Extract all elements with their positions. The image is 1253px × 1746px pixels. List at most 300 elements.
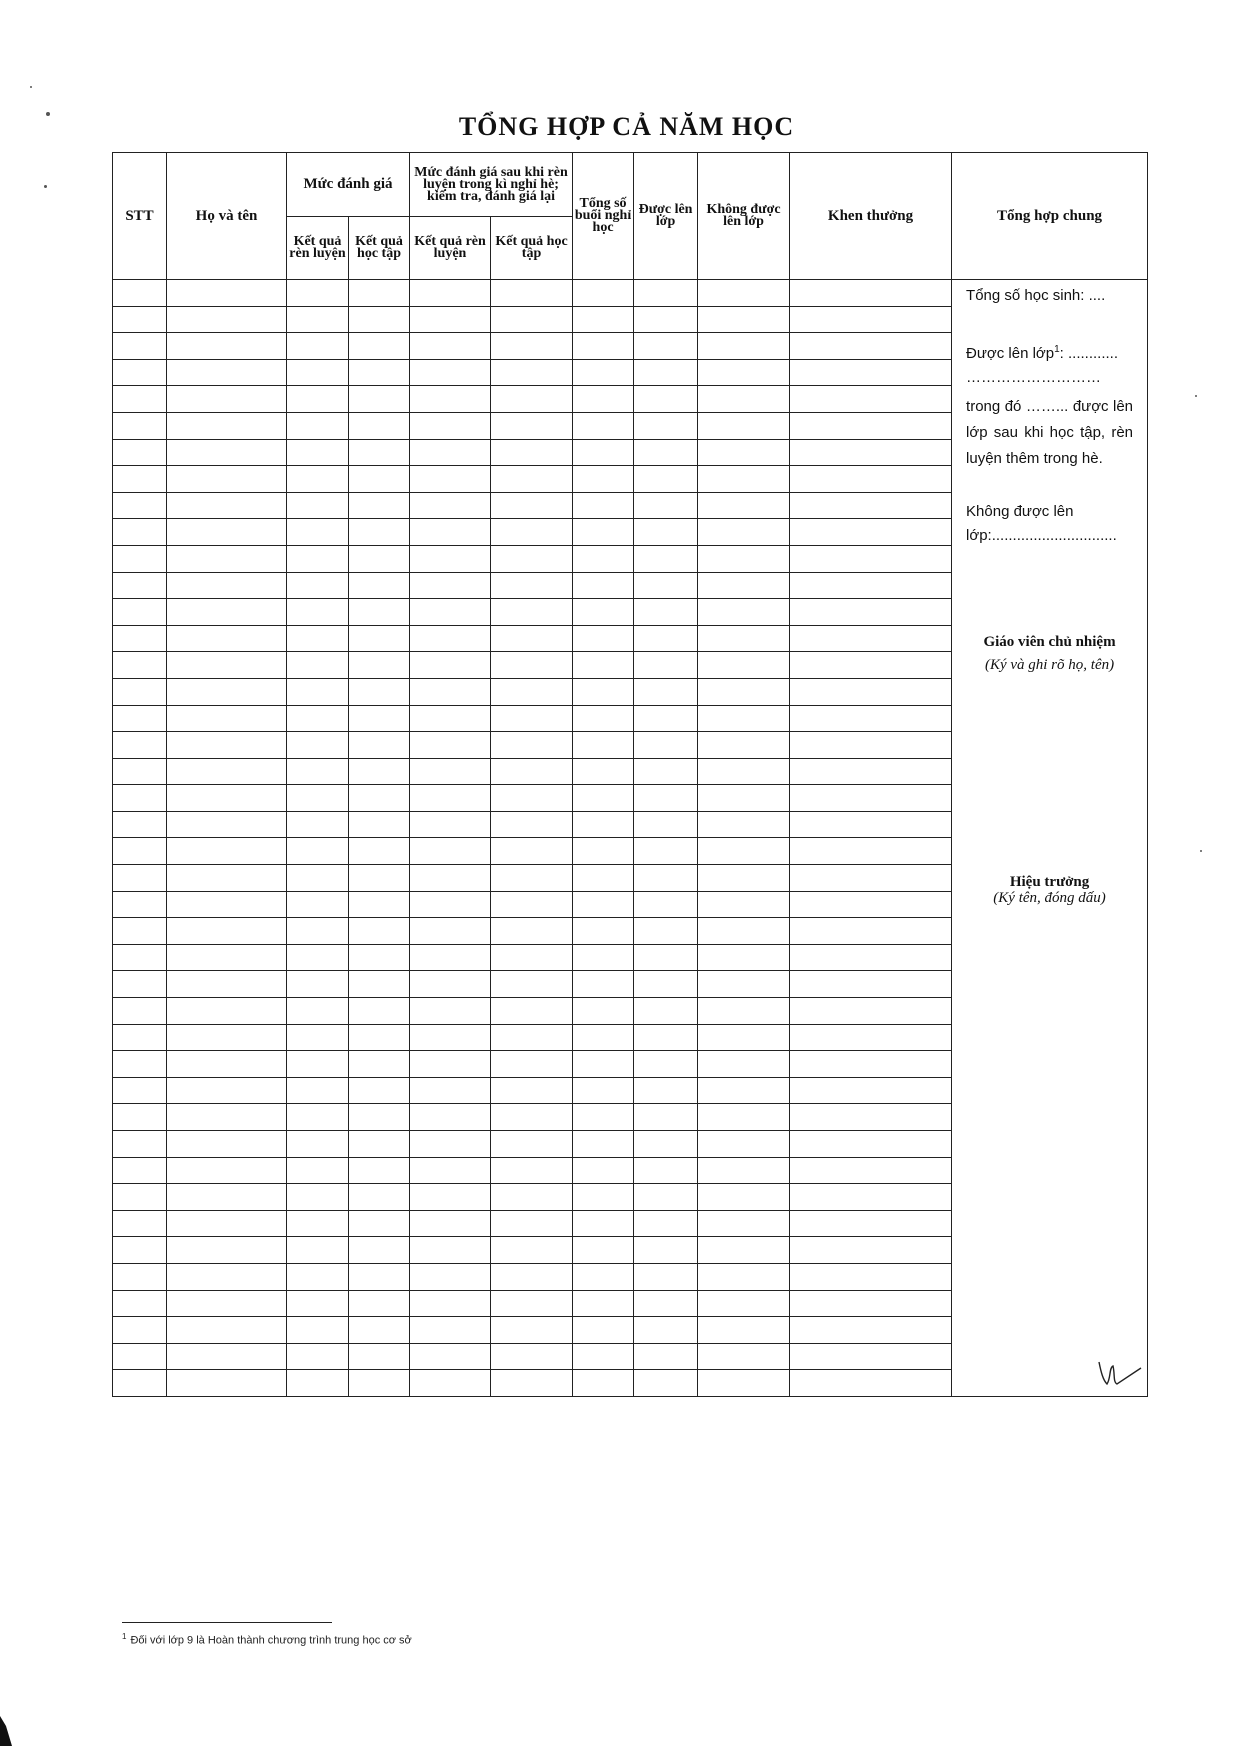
table-cell[interactable] (410, 705, 491, 732)
table-cell[interactable] (491, 785, 573, 812)
table-cell[interactable] (113, 519, 167, 546)
table-cell[interactable] (573, 1210, 634, 1237)
table-cell[interactable] (410, 998, 491, 1025)
table-cell[interactable] (167, 1343, 287, 1370)
table-cell[interactable] (634, 359, 698, 386)
table-cell[interactable] (287, 1317, 349, 1344)
table-cell[interactable] (349, 1051, 410, 1078)
table-cell[interactable] (113, 758, 167, 785)
table-cell[interactable] (349, 1131, 410, 1158)
table-cell[interactable] (113, 1370, 167, 1397)
table-cell[interactable] (573, 333, 634, 360)
table-cell[interactable] (698, 1237, 790, 1264)
table-cell[interactable] (113, 732, 167, 759)
table-cell[interactable] (410, 971, 491, 998)
table-cell[interactable] (698, 519, 790, 546)
table-cell[interactable] (634, 1024, 698, 1051)
table-cell[interactable] (698, 1370, 790, 1397)
table-cell[interactable] (790, 306, 952, 333)
table-cell[interactable] (634, 865, 698, 892)
table-cell[interactable] (634, 1317, 698, 1344)
table-cell[interactable] (491, 1237, 573, 1264)
table-cell[interactable] (573, 838, 634, 865)
table-cell[interactable] (491, 439, 573, 466)
table-cell[interactable] (634, 1263, 698, 1290)
table-cell[interactable] (167, 705, 287, 732)
table-cell[interactable] (410, 1077, 491, 1104)
table-cell[interactable] (698, 1343, 790, 1370)
table-cell[interactable] (410, 652, 491, 679)
table-cell[interactable] (349, 1104, 410, 1131)
table-cell[interactable] (491, 572, 573, 599)
table-cell[interactable] (573, 1343, 634, 1370)
table-cell[interactable] (634, 519, 698, 546)
table-cell[interactable] (349, 306, 410, 333)
table-cell[interactable] (113, 971, 167, 998)
table-cell[interactable] (698, 838, 790, 865)
table-cell[interactable] (491, 998, 573, 1025)
table-cell[interactable] (491, 1131, 573, 1158)
table-cell[interactable] (573, 652, 634, 679)
table-cell[interactable] (790, 1343, 952, 1370)
table-cell[interactable] (698, 971, 790, 998)
table-cell[interactable] (113, 652, 167, 679)
table-cell[interactable] (287, 386, 349, 413)
table-cell[interactable] (790, 412, 952, 439)
table-cell[interactable] (790, 1131, 952, 1158)
table-cell[interactable] (790, 918, 952, 945)
table-cell[interactable] (634, 785, 698, 812)
table-cell[interactable] (349, 333, 410, 360)
table-cell[interactable] (491, 545, 573, 572)
table-cell[interactable] (167, 519, 287, 546)
table-cell[interactable] (287, 492, 349, 519)
table-cell[interactable] (167, 1157, 287, 1184)
table-cell[interactable] (410, 732, 491, 759)
table-cell[interactable] (410, 412, 491, 439)
table-cell[interactable] (790, 466, 952, 493)
table-cell[interactable] (491, 1317, 573, 1344)
table-cell[interactable] (287, 306, 349, 333)
table-cell[interactable] (287, 1237, 349, 1264)
table-cell[interactable] (349, 758, 410, 785)
table-cell[interactable] (698, 280, 790, 307)
table-cell[interactable] (634, 1290, 698, 1317)
table-cell[interactable] (790, 1290, 952, 1317)
table-cell[interactable] (491, 705, 573, 732)
table-cell[interactable] (573, 1370, 634, 1397)
table-cell[interactable] (698, 652, 790, 679)
table-cell[interactable] (113, 678, 167, 705)
table-cell[interactable] (287, 625, 349, 652)
table-cell[interactable] (573, 785, 634, 812)
table-cell[interactable] (349, 785, 410, 812)
table-cell[interactable] (287, 1051, 349, 1078)
table-cell[interactable] (287, 1210, 349, 1237)
table-cell[interactable] (790, 971, 952, 998)
table-cell[interactable] (491, 652, 573, 679)
table-cell[interactable] (349, 971, 410, 998)
table-cell[interactable] (491, 1370, 573, 1397)
table-cell[interactable] (790, 545, 952, 572)
table-cell[interactable] (287, 439, 349, 466)
table-cell[interactable] (573, 1077, 634, 1104)
table-cell[interactable] (410, 865, 491, 892)
table-cell[interactable] (491, 386, 573, 413)
table-cell[interactable] (790, 811, 952, 838)
table-cell[interactable] (698, 944, 790, 971)
table-cell[interactable] (410, 838, 491, 865)
table-cell[interactable] (410, 1024, 491, 1051)
table-cell[interactable] (634, 1184, 698, 1211)
table-cell[interactable] (634, 466, 698, 493)
table-cell[interactable] (167, 1263, 287, 1290)
table-cell[interactable] (167, 625, 287, 652)
table-cell[interactable] (634, 1104, 698, 1131)
table-cell[interactable] (113, 944, 167, 971)
table-cell[interactable] (410, 625, 491, 652)
table-cell[interactable] (287, 838, 349, 865)
table-cell[interactable] (634, 1237, 698, 1264)
table-cell[interactable] (410, 466, 491, 493)
table-cell[interactable] (349, 918, 410, 945)
table-cell[interactable] (287, 918, 349, 945)
table-cell[interactable] (349, 1024, 410, 1051)
table-cell[interactable] (634, 280, 698, 307)
table-cell[interactable] (167, 572, 287, 599)
table-cell[interactable] (790, 386, 952, 413)
table-cell[interactable] (491, 758, 573, 785)
table-cell[interactable] (573, 386, 634, 413)
table-cell[interactable] (167, 811, 287, 838)
table-cell[interactable] (573, 1051, 634, 1078)
table-cell[interactable] (790, 838, 952, 865)
table-cell[interactable] (113, 998, 167, 1025)
table-cell[interactable] (113, 1131, 167, 1158)
table-cell[interactable] (113, 1051, 167, 1078)
table-cell[interactable] (113, 386, 167, 413)
table-cell[interactable] (410, 1370, 491, 1397)
table-cell[interactable] (349, 1263, 410, 1290)
table-cell[interactable] (167, 386, 287, 413)
table-cell[interactable] (410, 891, 491, 918)
table-cell[interactable] (698, 811, 790, 838)
table-cell[interactable] (698, 492, 790, 519)
table-cell[interactable] (167, 333, 287, 360)
table-cell[interactable] (349, 1210, 410, 1237)
table-cell[interactable] (698, 545, 790, 572)
table-cell[interactable] (167, 1051, 287, 1078)
table-cell[interactable] (790, 519, 952, 546)
table-cell[interactable] (698, 1024, 790, 1051)
table-cell[interactable] (491, 333, 573, 360)
table-cell[interactable] (698, 386, 790, 413)
table-cell[interactable] (410, 386, 491, 413)
table-cell[interactable] (113, 306, 167, 333)
table-cell[interactable] (573, 918, 634, 945)
table-cell[interactable] (287, 891, 349, 918)
table-cell[interactable] (287, 758, 349, 785)
table-cell[interactable] (287, 1157, 349, 1184)
table-cell[interactable] (113, 865, 167, 892)
table-cell[interactable] (573, 306, 634, 333)
table-cell[interactable] (573, 758, 634, 785)
table-cell[interactable] (698, 1131, 790, 1158)
table-cell[interactable] (167, 1237, 287, 1264)
table-cell[interactable] (349, 466, 410, 493)
table-cell[interactable] (491, 599, 573, 626)
table-cell[interactable] (573, 599, 634, 626)
table-cell[interactable] (349, 678, 410, 705)
table-cell[interactable] (113, 705, 167, 732)
table-cell[interactable] (167, 678, 287, 705)
table-cell[interactable] (790, 1077, 952, 1104)
table-cell[interactable] (349, 412, 410, 439)
table-cell[interactable] (790, 944, 952, 971)
table-cell[interactable] (349, 599, 410, 626)
table-cell[interactable] (698, 1104, 790, 1131)
table-cell[interactable] (167, 1370, 287, 1397)
table-cell[interactable] (167, 359, 287, 386)
table-cell[interactable] (573, 678, 634, 705)
table-cell[interactable] (287, 1263, 349, 1290)
table-cell[interactable] (698, 998, 790, 1025)
table-cell[interactable] (167, 306, 287, 333)
table-cell[interactable] (573, 944, 634, 971)
table-cell[interactable] (790, 492, 952, 519)
table-cell[interactable] (287, 971, 349, 998)
table-cell[interactable] (573, 359, 634, 386)
table-cell[interactable] (113, 1263, 167, 1290)
table-cell[interactable] (698, 359, 790, 386)
table-cell[interactable] (287, 519, 349, 546)
table-cell[interactable] (287, 1104, 349, 1131)
table-cell[interactable] (698, 572, 790, 599)
table-cell[interactable] (410, 599, 491, 626)
table-cell[interactable] (698, 758, 790, 785)
table-cell[interactable] (491, 865, 573, 892)
table-cell[interactable] (698, 1290, 790, 1317)
table-cell[interactable] (349, 386, 410, 413)
table-cell[interactable] (698, 439, 790, 466)
table-cell[interactable] (410, 1317, 491, 1344)
table-cell[interactable] (573, 625, 634, 652)
table-cell[interactable] (167, 758, 287, 785)
table-cell[interactable] (410, 1237, 491, 1264)
table-cell[interactable] (790, 1237, 952, 1264)
table-cell[interactable] (491, 971, 573, 998)
table-cell[interactable] (410, 492, 491, 519)
table-cell[interactable] (167, 1184, 287, 1211)
table-cell[interactable] (167, 918, 287, 945)
table-cell[interactable] (790, 572, 952, 599)
table-cell[interactable] (634, 678, 698, 705)
table-cell[interactable] (410, 333, 491, 360)
table-cell[interactable] (113, 785, 167, 812)
table-cell[interactable] (634, 1210, 698, 1237)
table-cell[interactable] (410, 280, 491, 307)
table-cell[interactable] (491, 306, 573, 333)
table-cell[interactable] (349, 1370, 410, 1397)
table-cell[interactable] (634, 732, 698, 759)
table-cell[interactable] (790, 625, 952, 652)
table-cell[interactable] (491, 678, 573, 705)
table-cell[interactable] (573, 492, 634, 519)
table-cell[interactable] (349, 439, 410, 466)
table-cell[interactable] (167, 732, 287, 759)
table-cell[interactable] (167, 1077, 287, 1104)
table-cell[interactable] (349, 359, 410, 386)
table-cell[interactable] (491, 891, 573, 918)
table-cell[interactable] (113, 1237, 167, 1264)
table-cell[interactable] (573, 1104, 634, 1131)
table-cell[interactable] (698, 1263, 790, 1290)
table-cell[interactable] (790, 1263, 952, 1290)
table-cell[interactable] (410, 1131, 491, 1158)
table-cell[interactable] (573, 1237, 634, 1264)
table-cell[interactable] (790, 280, 952, 307)
table-cell[interactable] (573, 1184, 634, 1211)
table-cell[interactable] (698, 599, 790, 626)
table-cell[interactable] (167, 865, 287, 892)
table-cell[interactable] (410, 1343, 491, 1370)
table-cell[interactable] (113, 1077, 167, 1104)
table-cell[interactable] (287, 572, 349, 599)
table-cell[interactable] (113, 412, 167, 439)
table-cell[interactable] (349, 998, 410, 1025)
table-cell[interactable] (167, 785, 287, 812)
table-cell[interactable] (698, 1051, 790, 1078)
table-cell[interactable] (167, 545, 287, 572)
table-cell[interactable] (491, 1024, 573, 1051)
table-cell[interactable] (573, 1263, 634, 1290)
table-cell[interactable] (698, 891, 790, 918)
table-cell[interactable] (634, 1077, 698, 1104)
table-cell[interactable] (349, 865, 410, 892)
table-cell[interactable] (349, 1077, 410, 1104)
table-cell[interactable] (698, 1157, 790, 1184)
table-cell[interactable] (113, 572, 167, 599)
table-cell[interactable] (790, 705, 952, 732)
table-cell[interactable] (634, 944, 698, 971)
table-cell[interactable] (287, 333, 349, 360)
table-cell[interactable] (698, 466, 790, 493)
table-cell[interactable] (410, 572, 491, 599)
table-cell[interactable] (573, 519, 634, 546)
table-cell[interactable] (167, 838, 287, 865)
table-cell[interactable] (634, 811, 698, 838)
table-cell[interactable] (349, 1184, 410, 1211)
table-cell[interactable] (790, 1317, 952, 1344)
table-cell[interactable] (634, 891, 698, 918)
table-cell[interactable] (698, 678, 790, 705)
table-cell[interactable] (698, 625, 790, 652)
table-cell[interactable] (113, 545, 167, 572)
table-cell[interactable] (410, 1051, 491, 1078)
table-cell[interactable] (790, 785, 952, 812)
table-cell[interactable] (698, 333, 790, 360)
table-cell[interactable] (790, 439, 952, 466)
table-cell[interactable] (698, 785, 790, 812)
table-cell[interactable] (634, 998, 698, 1025)
table-cell[interactable] (349, 545, 410, 572)
table-cell[interactable] (790, 1157, 952, 1184)
table-cell[interactable] (167, 466, 287, 493)
table-cell[interactable] (167, 1104, 287, 1131)
table-cell[interactable] (287, 545, 349, 572)
table-cell[interactable] (349, 572, 410, 599)
table-cell[interactable] (113, 1317, 167, 1344)
table-cell[interactable] (491, 1290, 573, 1317)
table-cell[interactable] (113, 625, 167, 652)
table-cell[interactable] (287, 359, 349, 386)
table-cell[interactable] (491, 1343, 573, 1370)
table-cell[interactable] (491, 918, 573, 945)
table-cell[interactable] (491, 519, 573, 546)
table-cell[interactable] (573, 1157, 634, 1184)
table-cell[interactable] (349, 1237, 410, 1264)
table-cell[interactable] (113, 1104, 167, 1131)
table-cell[interactable] (491, 732, 573, 759)
table-cell[interactable] (573, 998, 634, 1025)
table-cell[interactable] (167, 652, 287, 679)
table-cell[interactable] (410, 439, 491, 466)
table-cell[interactable] (167, 1210, 287, 1237)
table-cell[interactable] (491, 466, 573, 493)
table-cell[interactable] (287, 599, 349, 626)
table-cell[interactable] (790, 998, 952, 1025)
table-cell[interactable] (349, 625, 410, 652)
table-cell[interactable] (634, 386, 698, 413)
table-cell[interactable] (287, 678, 349, 705)
table-cell[interactable] (287, 1077, 349, 1104)
table-cell[interactable] (573, 705, 634, 732)
table-cell[interactable] (410, 1157, 491, 1184)
table-cell[interactable] (698, 918, 790, 945)
table-cell[interactable] (790, 1184, 952, 1211)
table-cell[interactable] (634, 306, 698, 333)
table-cell[interactable] (410, 811, 491, 838)
table-cell[interactable] (491, 1051, 573, 1078)
table-cell[interactable] (113, 1024, 167, 1051)
table-cell[interactable] (287, 1131, 349, 1158)
table-cell[interactable] (113, 599, 167, 626)
table-cell[interactable] (698, 865, 790, 892)
table-cell[interactable] (698, 1184, 790, 1211)
table-cell[interactable] (287, 280, 349, 307)
table-cell[interactable] (410, 1104, 491, 1131)
table-cell[interactable] (113, 891, 167, 918)
table-cell[interactable] (287, 998, 349, 1025)
table-cell[interactable] (167, 1290, 287, 1317)
table-cell[interactable] (113, 1157, 167, 1184)
table-cell[interactable] (698, 705, 790, 732)
table-cell[interactable] (573, 865, 634, 892)
table-cell[interactable] (410, 359, 491, 386)
table-cell[interactable] (491, 412, 573, 439)
table-cell[interactable] (287, 652, 349, 679)
table-cell[interactable] (113, 280, 167, 307)
table-cell[interactable] (410, 519, 491, 546)
table-cell[interactable] (573, 1290, 634, 1317)
table-cell[interactable] (349, 732, 410, 759)
table-cell[interactable] (634, 412, 698, 439)
table-cell[interactable] (287, 1343, 349, 1370)
table-cell[interactable] (349, 891, 410, 918)
table-cell[interactable] (634, 918, 698, 945)
table-cell[interactable] (349, 1157, 410, 1184)
table-cell[interactable] (634, 971, 698, 998)
